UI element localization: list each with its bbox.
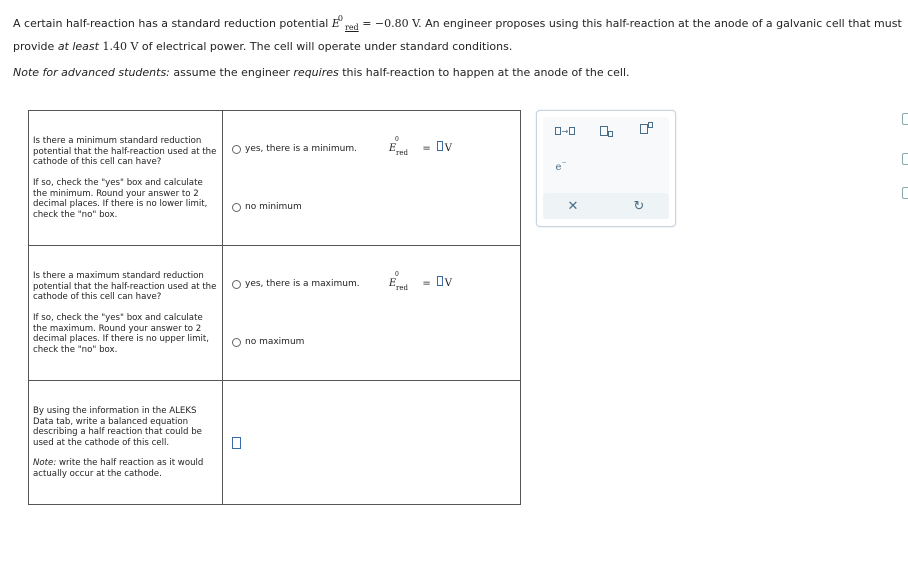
unit-label: V — [444, 278, 452, 289]
note-body: write the half reaction as it would actually occur at the cathode. — [33, 458, 204, 479]
equals-sign: = — [422, 143, 431, 154]
radio-button[interactable] — [232, 145, 241, 154]
no-minimum-option[interactable] — [232, 202, 302, 212]
half-reaction-row — [29, 381, 520, 504]
question-text: Is there a minimum standard reduction potential that the half-reaction used at the cathode of this cell can have? — [33, 136, 217, 167]
undo-icon[interactable]: ↻ — [633, 198, 645, 214]
advanced-note — [13, 66, 630, 79]
given-potential: = −0.80 V. — [362, 17, 422, 30]
emphasis-text: requires — [293, 66, 339, 79]
subscript-template-icon[interactable] — [591, 123, 621, 139]
intro-text: of electrical power. The cell will operate under standard conditions. — [141, 40, 513, 53]
equation-palette — [536, 110, 676, 227]
radio-button[interactable] — [232, 203, 241, 212]
superscript-template-icon[interactable] — [631, 121, 661, 137]
emphasis-text: at least — [57, 40, 99, 53]
e-zero-red-symbol: E 0 red — [389, 271, 408, 292]
note-text — [33, 458, 218, 479]
radio-button[interactable] — [232, 338, 241, 347]
yes-minimum-option[interactable] — [232, 144, 357, 154]
minimum-equation — [389, 136, 452, 157]
intro-text: An engineer proposes using this half-reaction at the anode of a galvanic cell that must — [425, 17, 902, 30]
option-label: no maximum — [245, 337, 305, 347]
question-text: By using the information in the ALEKS Data tab, write a balanced equation describing a half reaction that could be used at the cathode of this cell. — [33, 406, 202, 448]
problem-statement-line-2 — [13, 40, 512, 53]
instruction-text: If so, check the "yes" box and calculate the maximum. Round your answer to 2 decimal places. If there is no upper limit, check the "no" box. — [33, 313, 210, 355]
intro-text: this half-reaction to happen at the anode of the cell. — [342, 66, 630, 79]
maximum-answer-input[interactable] — [437, 276, 443, 286]
question-table — [28, 110, 521, 505]
side-tool-icon[interactable] — [902, 187, 908, 199]
problem-statement-line-1 — [13, 14, 902, 32]
note-label: Note: — [33, 458, 57, 468]
arrow-template-icon[interactable]: → — [545, 123, 585, 139]
maximum-row — [29, 246, 520, 381]
option-label: yes, there is a minimum. — [245, 144, 357, 154]
side-tool-icon[interactable] — [902, 113, 908, 125]
required-voltage: 1.40 V — [102, 40, 139, 53]
note-label: Note for advanced students: — [13, 66, 170, 79]
maximum-equation — [389, 271, 452, 292]
half-reaction-input[interactable] — [232, 437, 241, 449]
question-text: Is there a maximum standard reduction potential that the half-reaction used at the cathode of this cell can have? — [33, 271, 217, 302]
e-zero-red-symbol: E 0 red — [389, 136, 408, 157]
unit-label: V — [444, 143, 452, 154]
clear-icon[interactable]: ✕ — [567, 198, 579, 214]
electron-icon[interactable]: e − — [555, 158, 567, 173]
e-zero-red-symbol: $E^0_{red}$ — [331, 14, 359, 32]
no-maximum-option[interactable] — [232, 337, 304, 347]
equals-sign: = — [422, 278, 431, 289]
palette-actions — [543, 193, 669, 219]
intro-text: provide — [13, 40, 55, 53]
option-label: yes, there is a maximum. — [245, 279, 360, 289]
intro-text: A certain half-reaction has a standard reduction potential — [13, 17, 329, 30]
minimum-row — [29, 111, 520, 246]
yes-maximum-option[interactable] — [232, 279, 360, 289]
minimum-answer-input[interactable] — [437, 141, 443, 151]
side-tool-icon[interactable] — [902, 153, 908, 165]
intro-text: assume the engineer — [173, 66, 290, 79]
radio-button[interactable] — [232, 280, 241, 289]
option-label: no minimum — [245, 202, 302, 212]
instruction-text: If so, check the "yes" box and calculate the minimum. Round your answer to 2 decimal places. If there is no lower limit, check the "no" box. — [33, 178, 208, 220]
